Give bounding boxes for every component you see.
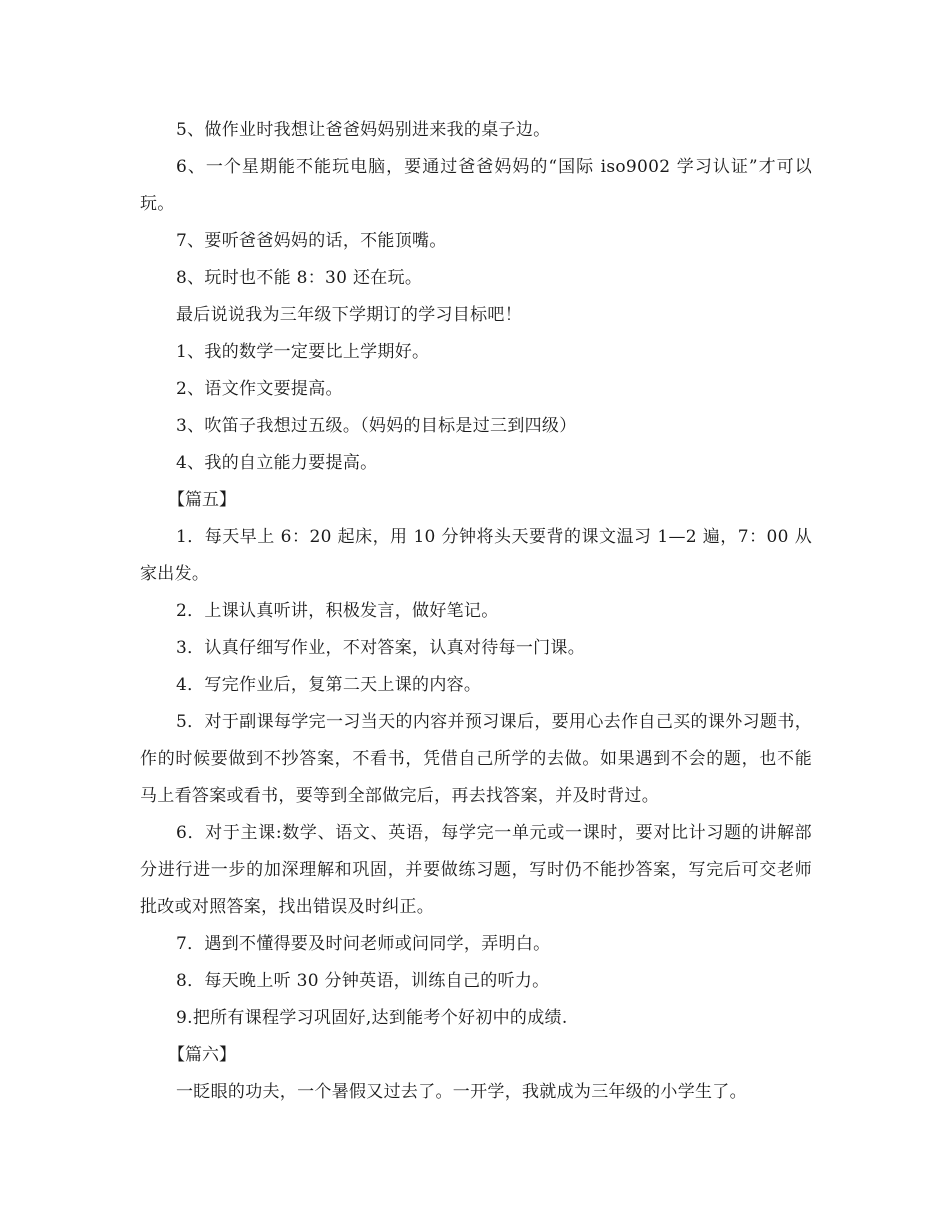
paragraph: 最后说说我为三年级下学期订的学习目标吧！ [176, 305, 522, 325]
section-heading: 【篇五】 [168, 490, 236, 510]
paragraph: 4、我的自立能力要提高。 [176, 453, 378, 473]
section-heading: 【篇六】 [168, 1045, 236, 1065]
paragraph: 8．每天晚上听 30 分钟英语，训练自己的听力。 [176, 971, 550, 991]
paragraph: 1、我的数学一定要比上学期好。 [176, 342, 430, 362]
paragraph: 3、吹笛子我想过五级。（妈妈的目标是过三到四级） [176, 416, 577, 436]
paragraph: 7、要听爸爸妈妈的话，不能顶嘴。 [176, 231, 447, 251]
paragraph: 5、做作业时我想让爸爸妈妈别进来我的桌子边。 [176, 120, 551, 140]
paragraph: 6．对于主课:数学、语文、英语，每学完一单元或一课时，要对比计习题的讲解部分进行进一步的加深理解和巩固，并要做练习题，写时仍不能抄答案，写完后可交老师批改或对照答案，找出错误及时纠正。 [140, 823, 812, 917]
paragraph: 3．认真仔细写作业，不对答案，认真对待每一门课。 [176, 638, 586, 658]
paragraph: 9.把所有课程学习巩固好,达到能考个好初中的成绩. [176, 1008, 568, 1028]
paragraph: 1．每天早上 6：20 起床，用 10 分钟将头天要背的课文温习 1—2 遍，7：00 从家出发。 [140, 527, 812, 584]
paragraph: 5．对于副课每学完一习当天的内容并预习课后，要用心去作自己买的课外习题书，作的时候要做到不抄答案，不看书，凭借自己所学的去做。如果遇到不会的题，也不能马上看答案或看书，要等到全部做完后，再去找答案，并及时背过。 [140, 712, 812, 806]
paragraph: 2．上课认真听讲，积极发言，做好笔记。 [176, 601, 499, 621]
paragraph: 一眨眼的功夫，一个暑假又过去了。一开学，我就成为三年级的小学生了。 [176, 1082, 747, 1102]
document-body [140, 112, 812, 1111]
paragraph: 6、一个星期能不能玩电脑，要通过爸爸妈妈的“国际 iso9002 学习认证”才可以玩。 [140, 157, 812, 214]
paragraph: 2、语文作文要提高。 [176, 379, 343, 399]
paragraph: 7．遇到不懂得要及时问老师或问同学，弄明白。 [176, 934, 551, 954]
paragraph: 8、玩时也不能 8：30 还在玩。 [176, 268, 423, 288]
paragraph: 4．写完作业后，复第二天上课的内容。 [176, 675, 482, 695]
